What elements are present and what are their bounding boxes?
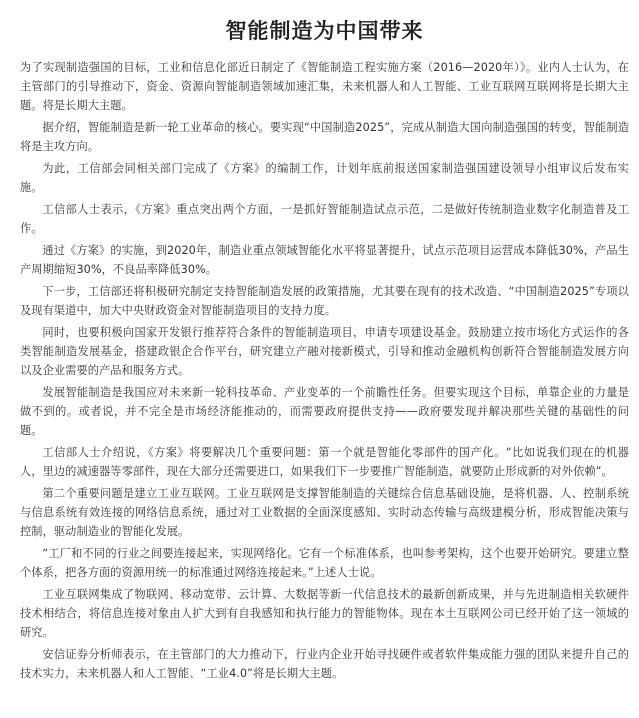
article-paragraph-intro: 为了实现制造强国的目标，工业和信息化部近日制定了《智能制造工程实施方案（2016—2020年）》。业内人士认为，在主管部门的引导推动下，资金、资源向智能制造领域加速汇集，未来机器人和人工智能、工业互联网互联网将是长期大主题。将是长期大主题。 [20, 61, 629, 112]
article-paragraph: 据介绍，智能制造是新一轮工业革命的核心。要实现“中国制造2025”，完成从制造大国向制造强国的转变，智能制造将是主攻方向。 [20, 121, 629, 153]
article-paragraph-quote: “工厂和不同的行业之间要连接起来，实现网络化。它有一个标准体系，也叫参考架构，这个也要开始研究。要建立整个体系，把各方面的资源用统一的标准通过网络连接起来。”上述人士说。 [20, 547, 629, 579]
article-paragraph-closing: 安信证券分析师表示，在主管部门的大力推动下，行业内企业开始寻找硬件或者软件集成能力强的团队来提升自己的技术实力，未来机器人和人工智能、“工业4.0”将是长期大主题。 [20, 648, 629, 680]
article-paragraph: 第二个重要问题是建立工业互联网。工业互联网是支撑智能制造的关键综合信息基础设施，是将机器、人、控制系统与信息系统有效连接的网络信息系统，通过对工业数据的全面深度感知、实时动态传输与高级建模分析，形成智能决策与控制，驱动制造业的智能化发展。 [20, 487, 629, 538]
article-paragraph: 工信部人士表示，《方案》重点突出两个方面，一是抓好智能制造试点示范，二是做好传统制造业数字化制造普及工作。 [20, 203, 629, 235]
article-paragraph: 发展智能制造是我国应对未来新一轮科技革命、产业变革的一个前瞻性任务。但要实现这个目标，单靠企业的力量是做不到的。或者说，并不完全是市场经济能推动的，而需要政府提供支持——政府要发现并解决那些关键的基础性的问题。 [20, 386, 629, 437]
article-paragraph: 工信部人士介绍说，《方案》将要解决几个重要问题：第一个就是智能化零部件的国产化。“比如说我们现在的机器人，里边的减速器等零部件，现在大部分还需要进口，如果我们下一步要推广智能制造，就要防止形成新的对外依赖”。 [20, 446, 629, 478]
article-paragraph: 同时，也要积极向国家开发银行推荐符合条件的智能制造项目，申请专项建设基金。鼓励建立按市场化方式运作的各类智能制造发展基金，搭建政银企合作平台，研究建立产融对接新模式，引导和推动金融机构创新符合智能制造发展方向以及企业需要的产品和服务方式。 [20, 326, 629, 377]
article-paragraph: 通过《方案》的实施，到2020年，制造业重点领域智能化水平将显著提升，试点示范项目运营成本降低30%，产品生产周期缩短30%，不良品率降低30%。 [20, 244, 629, 276]
article-paragraph: 为此，工信部会同相关部门完成了《方案》的编制工作，计划年底前报送国家制造强国建设领导小组审议后发布实施。 [20, 162, 629, 194]
article-title: 智能制造为中国带来 [225, 19, 424, 43]
article-paragraph: 工业互联网集成了物联网、移动宽带、云计算、大数据等新一代信息技术的最新创新成果，并与先进制造相关软硬件技术相结合，将信息连接对象由人扩大到有自我感知和执行能力的智能物体。现在本土互联网公司已经开始了这一领域的研究。 [20, 588, 629, 639]
article-paragraph: 下一步，工信部还将积极研究制定支持智能制造发展的政策措施，尤其要在现有的技术改造、“中国制造2025”专项以及现有渠道中，加大中央财政资金对智能制造项目的支持力度。 [20, 285, 629, 317]
